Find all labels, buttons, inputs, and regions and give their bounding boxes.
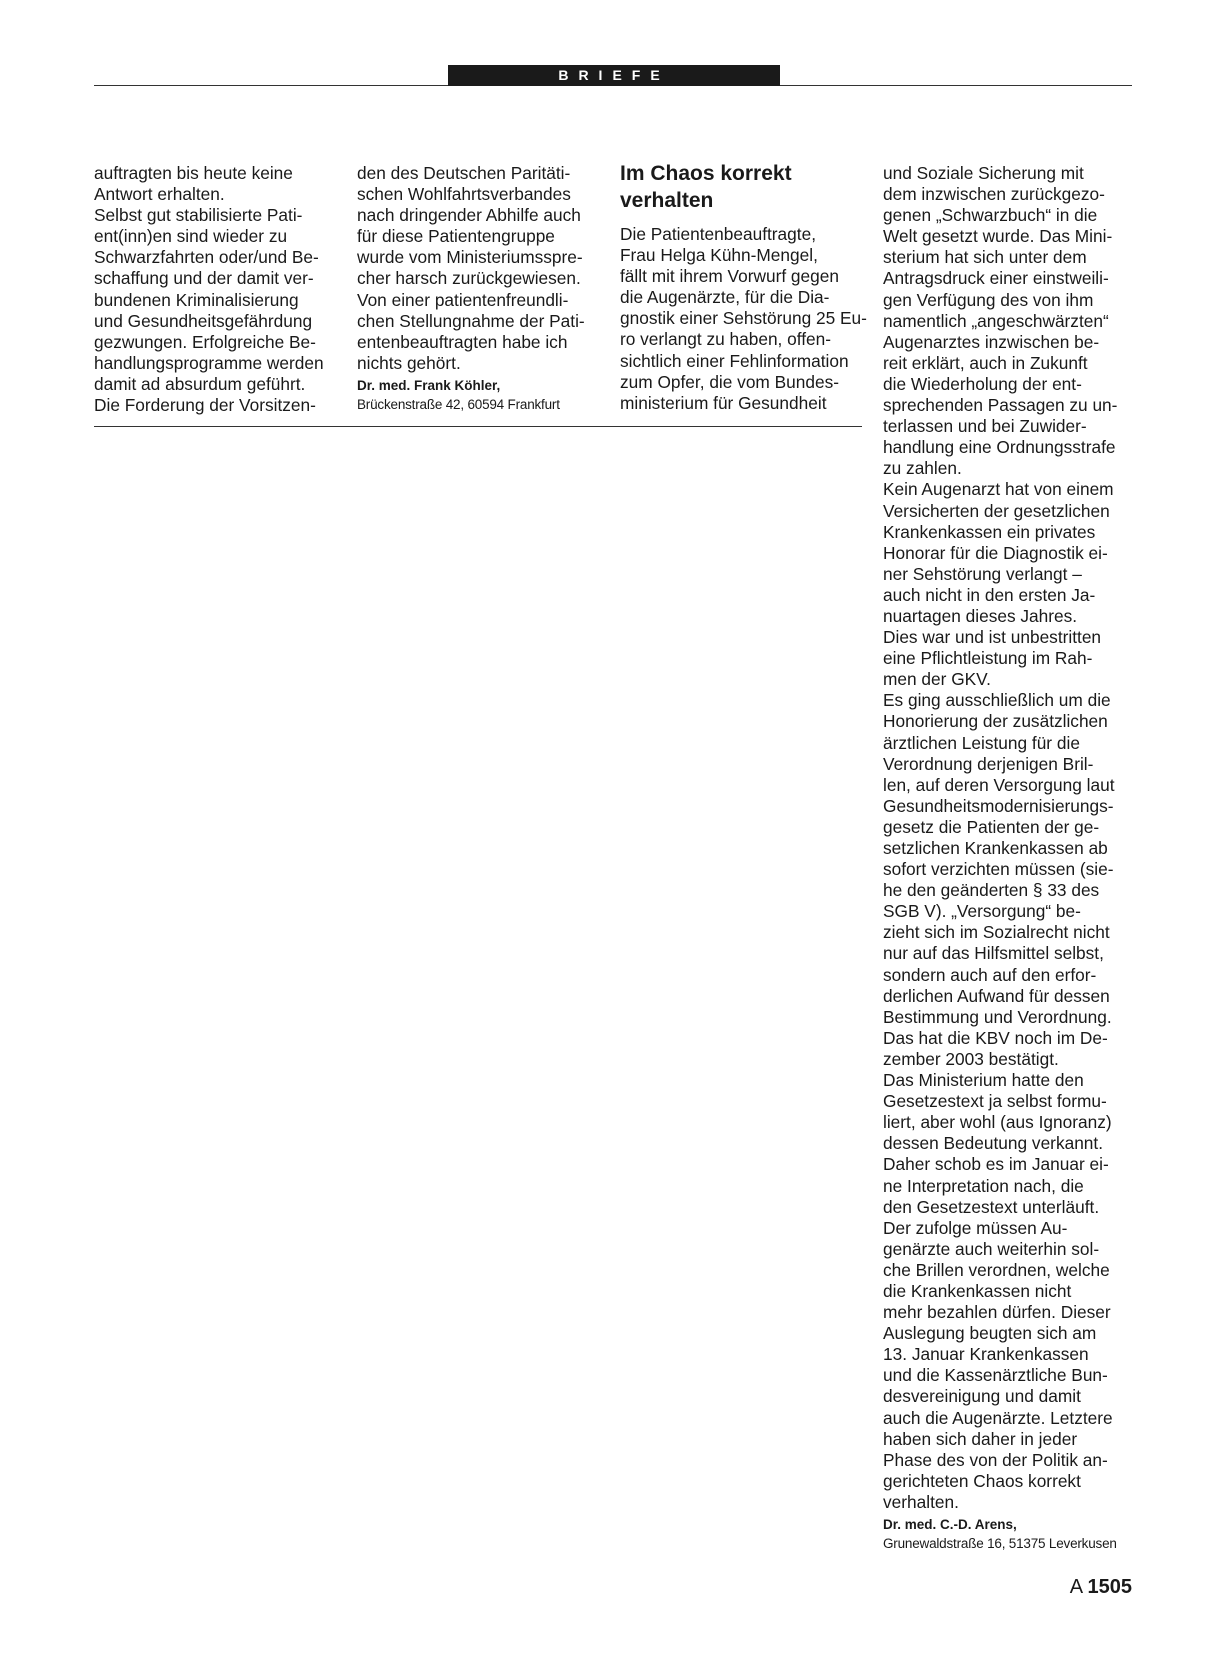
text-line: wurde vom Ministeriumsspre- [357, 247, 583, 268]
text-line: Antragsdruck einer einstweili- [883, 268, 1109, 289]
author-address: Brückenstraße 42, 60594 Frankfurt [357, 396, 560, 412]
text-line: Daher schob es im Januar ei- [883, 1154, 1109, 1175]
text-line: Die Patientenbeauftragte, [620, 224, 816, 244]
text-line: che Brillen verordnen, welche [883, 1259, 1110, 1280]
text-line: Verordnung derjenigen Bril- [883, 753, 1094, 774]
text-line: damit ad absurdum geführt. [94, 373, 306, 394]
text-line: haben sich daher in jeder [883, 1428, 1078, 1449]
text-line: Schwarzfahrten oder/und Be- [94, 247, 319, 268]
text-line: zieht sich im Sozialrecht nicht [883, 922, 1110, 943]
text-line: men der GKV. [883, 669, 991, 690]
text-line: Kein Augenarzt hat von einem [883, 479, 1114, 500]
text-line: ärztlichen Leistung für die [883, 732, 1080, 753]
text-line: Antwort erhalten. [94, 184, 225, 205]
text-line: auch die Augenärzte. Letztere [883, 1407, 1113, 1428]
text-line: zum Opfer, die vom Bundes- [620, 371, 839, 392]
text-line: handlung eine Ordnungsstrafe [883, 437, 1116, 458]
text-line: und die Kassenärztliche Bun- [883, 1365, 1108, 1386]
text-line: Es ging ausschließlich um die [883, 690, 1111, 711]
section-label: BRIEFE [448, 65, 780, 86]
text-line: Honorierung der zusätzlichen [883, 711, 1108, 732]
text-line: genärzte auch weiterhin sol- [883, 1238, 1100, 1259]
author-address: Grunewaldstraße 16, 51375 Leverkusen [883, 1536, 1117, 1551]
text-line: Dies war und ist unbestritten [883, 627, 1102, 648]
text-line: reit erklärt, auch in Zukunft [883, 352, 1088, 373]
text-line: ent(inn)en sind wieder zu [94, 226, 288, 247]
text-line: verhalten. [883, 1491, 959, 1512]
letter-author: Dr. med. C.-D. Arens, [883, 1517, 1017, 1532]
text-line: Selbst gut stabilisierte Pati- [94, 205, 303, 226]
text-column-1 [94, 163, 334, 416]
text-line: ministerium für Gesundheit [620, 392, 827, 413]
text-line: mehr bezahlen dürfen. Dieser [883, 1302, 1111, 1323]
text-line: Gesundheitsmodernisierungs- [883, 795, 1114, 816]
text-line: und Gesundheitsgefährdung [94, 310, 313, 331]
column-rule [94, 426, 862, 427]
text-line: sondern auch auf den erfor- [883, 964, 1097, 985]
text-line: die Augenärzte, für die Dia- [620, 287, 830, 308]
text-column-2 [357, 163, 597, 415]
text-line: sofort verzichten müssen (sie- [883, 859, 1114, 880]
text-line: gen Verfügung des von ihm [883, 289, 1094, 310]
text-line: den Gesetzestext unterläuft. [883, 1196, 1100, 1217]
text-line: nur auf das Hilfsmittel selbst, [883, 943, 1104, 964]
text-line: dem inzwischen zurückgezo- [883, 184, 1105, 205]
text-line: Bestimmung und Verordnung. [883, 1006, 1112, 1027]
page-prefix: A [1069, 1576, 1082, 1598]
text-line: und Soziale Sicherung mit [883, 163, 1084, 183]
text-line: Das Ministerium hatte den [883, 1070, 1084, 1091]
text-line: auftragten bis heute keine [94, 163, 293, 183]
text-line: für diese Patientengruppe [357, 226, 555, 247]
text-line: nuartagen dieses Jahres. [883, 605, 1078, 626]
text-line: terlassen und bei Zuwider- [883, 416, 1087, 437]
letter-author: Dr. med. Frank Köhler, [357, 377, 501, 393]
headline-line-2: verhalten [620, 189, 714, 212]
text-line: Das hat die KBV noch im De- [883, 1027, 1108, 1048]
text-line: ne Interpretation nach, die [883, 1175, 1084, 1196]
text-column-4 [883, 163, 1123, 1554]
text-line: setzlichen Krankenkassen ab [883, 838, 1108, 858]
text-line: dessen Bedeutung verkannt. [883, 1133, 1104, 1154]
text-line: sterium hat sich unter dem [883, 247, 1087, 268]
text-line: Augenarztes inzwischen be- [883, 331, 1100, 352]
text-line: gezwungen. Erfolgreiche Be- [94, 331, 316, 352]
text-line: ner Sehstörung verlangt – [883, 563, 1082, 584]
text-line: Frau Helga Kühn-Mengel, [620, 245, 818, 266]
text-line: sichtlich einer Fehlinformation [620, 350, 849, 371]
text-line: namentlich „angeschwärzten“ [883, 310, 1109, 331]
text-line: derlichen Aufwand für dessen [883, 985, 1110, 1006]
text-line: gerichteten Chaos korrekt [883, 1470, 1081, 1491]
text-line: die Wiederholung der ent- [883, 373, 1082, 394]
text-line: gesetz die Patienten der ge- [883, 816, 1100, 837]
text-line: sprechenden Passagen zu un- [883, 395, 1118, 416]
headline-line-1: Im Chaos korrekt [620, 162, 792, 185]
page-number [1070, 1576, 1132, 1599]
text-line: auch nicht in den ersten Ja- [883, 584, 1096, 605]
text-line: eine Pflichtleistung im Rah- [883, 648, 1093, 669]
text-line: gnostik einer Sehstörung 25 Eu- [620, 308, 867, 329]
page-number-value: 1505 [1087, 1576, 1132, 1598]
text-line: nichts gehört. [357, 352, 461, 373]
text-line: ro verlangt zu haben, offen- [620, 329, 832, 350]
text-line: handlungsprogramme werden [94, 352, 324, 373]
text-line: die Krankenkassen nicht [883, 1280, 1072, 1301]
text-line: zu zahlen. [883, 458, 962, 479]
text-line: genen „Schwarzbuch“ in die [883, 205, 1098, 226]
text-line: cher harsch zurückgewiesen. [357, 268, 581, 289]
text-line: len, auf deren Versorgung laut [883, 774, 1115, 795]
text-line: bundenen Kriminalisierung [94, 289, 299, 310]
text-line: he den geänderten § 33 des [883, 880, 1100, 901]
text-line: liert, aber wohl (aus Ignoranz) [883, 1112, 1112, 1133]
text-column-3 [620, 224, 867, 414]
text-line: Welt gesetzt wurde. Das Mini- [883, 226, 1113, 247]
text-line: zember 2003 bestätigt. [883, 1048, 1059, 1069]
text-line: Honorar für die Diagnostik ei- [883, 542, 1108, 563]
text-line: nach dringender Abhilfe auch [357, 205, 581, 226]
text-line: schaffung und der damit ver- [94, 268, 314, 289]
text-line: Von einer patientenfreundli- [357, 289, 569, 310]
text-line: chen Stellungnahme der Pati- [357, 310, 585, 331]
text-line: Gesetzestext ja selbst formu- [883, 1091, 1107, 1112]
text-line: Versicherten der gesetzlichen [883, 500, 1110, 521]
text-line: fällt mit ihrem Vorwurf gegen [620, 266, 839, 287]
text-line: Der zufolge müssen Au- [883, 1217, 1068, 1238]
text-line: schen Wohlfahrtsverbandes [357, 184, 571, 205]
text-line: SGB V). „Versorgung“ be- [883, 901, 1081, 922]
text-line: desvereinigung und damit [883, 1386, 1081, 1407]
text-line: 13. Januar Krankenkassen [883, 1344, 1089, 1365]
text-line: Auslegung beugten sich am [883, 1323, 1097, 1344]
text-line: Krankenkassen ein privates [883, 521, 1096, 542]
text-line: entenbeauftragten habe ich [357, 331, 568, 352]
text-line: Phase des von der Politik an- [883, 1449, 1108, 1470]
text-line: den des Deutschen Paritäti- [357, 163, 571, 183]
text-line: Die Forderung der Vorsitzen- [94, 395, 316, 416]
article-headline [620, 160, 792, 214]
